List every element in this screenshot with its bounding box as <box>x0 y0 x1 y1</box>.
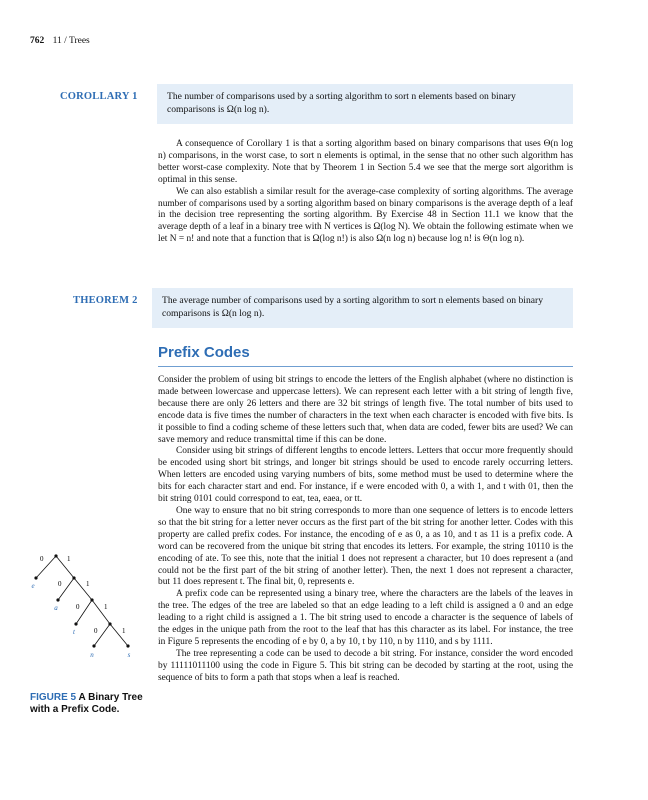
edge-label: 1 <box>67 555 71 563</box>
edge-label: 1 <box>122 627 126 635</box>
intro-paragraph: A consequence of Corollary 1 is that a sorting algorithm based on binary comparisons that uses Θ(n log n) comparisons, in the worst case, to sort n elements is optimal, in the sense that no other such algorithm has better worst-case complexity. Note that by Theorem 1 in Section 5.4 we see that the merge sort algorithm is optimal in this sense. <box>158 139 573 185</box>
section-paragraph: A prefix code can be represented using a binary tree, where the characters are the labels of the leaves in the tree. The edges of the tree are labeled so that an edge leading to a left child is assigned a 0 and an edge leading to a right child is assigned a 1. The bit string used to encode a character is the sequence of labels of the edges in the unique path from the root to the leaf that has this character as its label. For instance, the tree in Figure 5 represents the encoding of e by 0, a by 10, t by 110, n by 1110, and s by 1111. <box>158 589 573 647</box>
tree-edge <box>56 556 74 578</box>
section-text <box>158 375 573 685</box>
section-paragraph: The tree representing a code can be used to decode a bit string. For instance, consider the word encoded by 11111011100 using the code in Figure 5. This bit string can be decoded by starting at the root, using the sequence of bits to form a path that stops when a leaf is reached. <box>158 648 573 683</box>
tree-node <box>72 576 75 579</box>
intro-text <box>158 139 573 246</box>
figure-caption-text: A Binary Tree with a Prefix Code. <box>30 692 143 715</box>
tree-nodes <box>34 554 129 647</box>
theorem-label: THEOREM 2 <box>73 295 138 306</box>
chapter-title: 11 / Trees <box>52 36 90 46</box>
edge-label: 0 <box>94 627 98 635</box>
leaf-label: n <box>90 651 94 659</box>
tree-edge <box>36 556 56 578</box>
edge-label: 0 <box>40 555 44 563</box>
edge-label: 0 <box>58 580 62 588</box>
theorem-box <box>152 288 573 328</box>
figure-number: FIGURE 5 <box>30 692 77 703</box>
leaf-label: e <box>31 582 35 590</box>
tree-node <box>34 576 37 579</box>
theorem-text: The average number of comparisons used by a sorting algorithm to sort n elements based on binary comparisons is Ω(n log n). <box>162 295 543 319</box>
leaf-label: a <box>54 604 58 612</box>
corollary-text: The number of comparisons used by a sorting algorithm to sort n elements based on binary comparisons is Ω(n log n). <box>167 91 516 115</box>
corollary-box <box>157 84 573 124</box>
edge-label: 1 <box>104 603 108 611</box>
leaf-label: s <box>127 651 131 659</box>
leaf-labels <box>31 582 130 659</box>
tree-node <box>74 622 77 625</box>
tree-node <box>126 644 129 647</box>
edge-labels <box>40 555 126 635</box>
section-title: Prefix Codes <box>158 344 250 361</box>
tree-edges <box>36 556 128 646</box>
section-rule <box>158 366 573 367</box>
figure-caption <box>30 692 150 716</box>
intro-paragraph: We can also establish a similar result for the average-case complexity of sorting algorithms. The average number of comparisons used by a sorting algorithm based on binary comparisons is the average depth of a leaf in the decision tree representing the sorting algorithm. By Exercise 48 in Section 11.1 we know that the average depth of a leaf in a binary tree with N vertices is Ω(log N). We obtain the following estimate when we let N = n! and note that a function that is Ω(log n!) is also Ω(n log n) because log n! is Θ(n log n). <box>158 186 573 245</box>
tree-node <box>56 598 59 601</box>
section-paragraph: Consider using bit strings of different lengths to encode letters. Letters that occur more frequently should be encoded using short bit strings, and longer bit strings should be used to encode rarely occurring letters. When letters are encoded using varying numbers of bits, some method must be used to determine where the bits for each character start and end. For instance, if e were encoded with 0, a with 1, and t with 01, then the bit string 0101 could correspond to eat, tea, eaea, or tt. <box>158 446 573 505</box>
page-header <box>30 36 90 46</box>
edge-label: 0 <box>76 603 80 611</box>
tree-node <box>90 598 93 601</box>
section-paragraph: One way to ensure that no bit string corresponds to more than one sequence of letters is to encode letters so that the bit string for a letter never occurs as the first part of the bit string for another letter. Codes with this property are called prefix codes. For instance, the encoding of e as 0, a as 10, and t as 11 is a prefix code. A word can be recovered from the unique bit string that encodes its letters. For example, the string 10110 is the encoding of ate. To see this, note that the initial 1 does not represent a character, but 10 does represent a (and could not be the first part of the bit string of another letter). Then, the next 1 does not represent a character, but 11 does represent t. The final bit, 0, represents e. <box>158 505 573 588</box>
tree-node <box>54 554 57 557</box>
page-number: 762 <box>30 36 45 46</box>
corollary-label: COROLLARY 1 <box>60 91 138 102</box>
tree-node <box>92 644 95 647</box>
tree-node <box>108 622 111 625</box>
leaf-label: t <box>73 628 75 636</box>
binary-tree-figure <box>30 548 148 678</box>
edge-label: 1 <box>86 580 90 588</box>
section-paragraph: Consider the problem of using bit strings to encode the letters of the English alphabet (where no distinction is made between lowercase and uppercase letters). We can represent each letter with a bit string of length five, because there are only 26 letters and there are 32 bit strings of length five. The total number of bits used to encode data is five times the number of characters in the text when each character is encoded with five bits. Is it possible to find a coding scheme of these letters such that, when data are coded, fewer bits are used? We can save memory and reduce transmittal time if this can be done. <box>158 375 573 445</box>
